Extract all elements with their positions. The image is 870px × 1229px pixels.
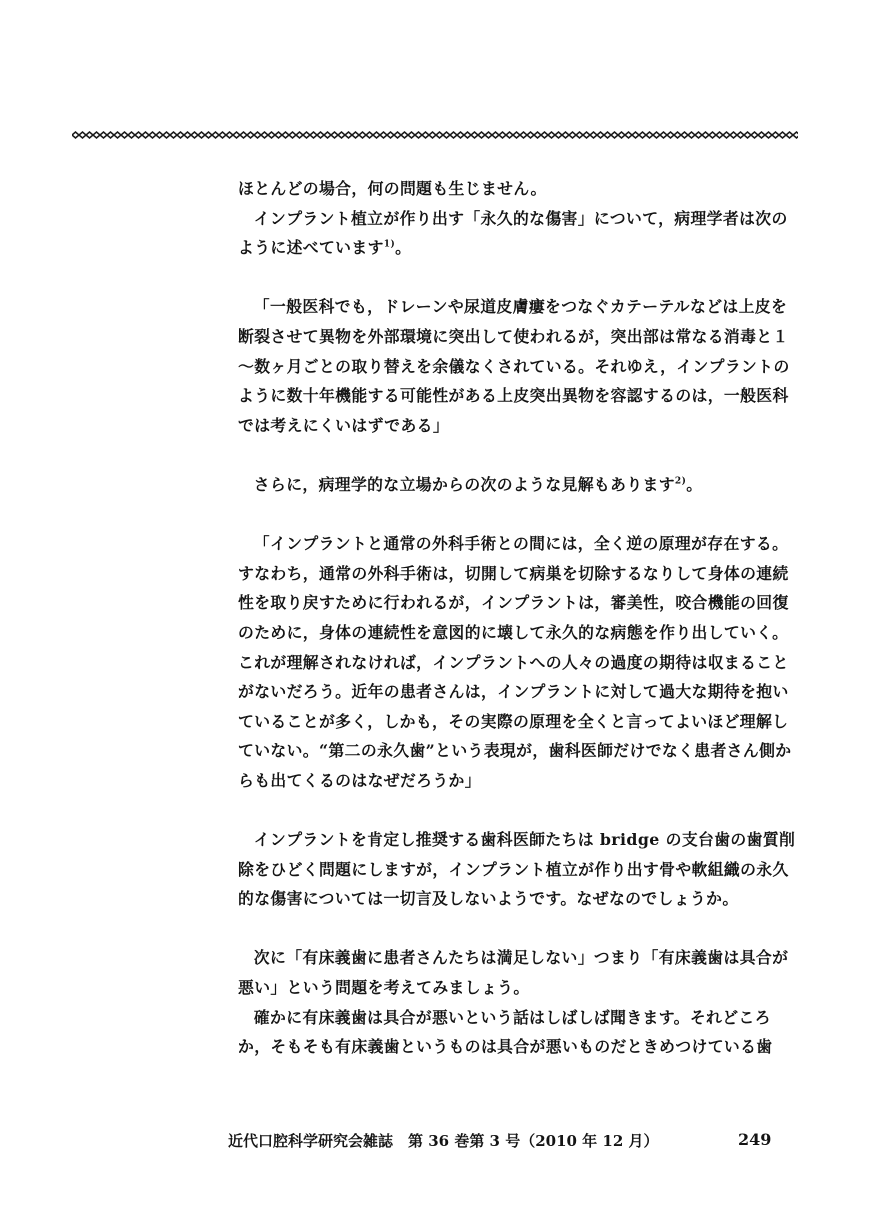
paragraph bbox=[238, 292, 798, 440]
paragraph bbox=[238, 825, 798, 914]
paragraph-text: 「インプラントと通常の外科手術との間には，全く逆の原理が存在する。すなわち，通常の外科手術は，切開して病巣を切除するなりして身体の連続性を取り戻すために行われるが，インプラントは，審美性，咬合機能の回復のために，身体の連続性を意図的に壊して永久的な病態を作り出していく。これが理解されなければ，インプラントへの人々の過度の期待は収まることがないだろう。近年の患者さんは，インプラントに対して過大な期待を抱いていることが多く，しかも，その実際の原理を全くと言ってよいほど理解していない。“第二の永久歯”という表現が，歯科医師だけでなく患者さん側からも出てくるのはなぜだろうか」 bbox=[238, 534, 792, 790]
paragraph-text: インプラントを肯定し推奨する歯科医師たちは bridge の支台歯の歯質削除をひどく問題にしますが，インプラント植立が作り出す骨や軟組織の永久的な傷害については一切言及しないようです。なぜなのでしょうか。 bbox=[238, 830, 796, 909]
paragraph bbox=[238, 943, 798, 1002]
decorative-border-chain bbox=[72, 128, 798, 142]
paragraph-text: 確かに有床義歯は具合が悪いという話はしばしば聞きます。それどころか，そもそも有床義歯というものは具合が悪いものだときめつけている歯 bbox=[238, 1007, 773, 1057]
paragraph-text: インプラント植立が作り出す「永久的な傷害」について，病理学者は次のように述べています bbox=[238, 208, 788, 258]
paragraph-text: ほとんどの場合，何の問題も生じません。 bbox=[238, 179, 547, 198]
page-number: 249 bbox=[738, 1130, 772, 1149]
paragraph bbox=[238, 1003, 798, 1062]
paragraph bbox=[238, 204, 798, 263]
reference-marker: 1) bbox=[383, 239, 396, 250]
paragraph-end: 。 bbox=[395, 238, 412, 258]
paragraph-gap bbox=[238, 500, 798, 530]
paragraph bbox=[238, 529, 798, 795]
article-body bbox=[238, 174, 798, 1062]
paragraph-text: 次に「有床義歯に患者さんたちは満足しない」つまり「有床義歯は具合が悪い」という問題を考えてみましょう。 bbox=[238, 948, 789, 998]
reference-marker: 2) bbox=[674, 476, 687, 487]
paragraph-text: さらに，病理学的な立場からの次のような見解もあります bbox=[253, 474, 675, 494]
paragraph-gap bbox=[238, 914, 798, 944]
paragraph bbox=[238, 174, 798, 204]
paragraph-gap bbox=[238, 440, 798, 470]
paragraph bbox=[238, 470, 798, 500]
paragraph-gap bbox=[238, 263, 798, 293]
paragraph-text: 「一般医科でも，ドレーンや尿道皮膚瘻をつなぐカテーテルなどは上皮を断裂させて異物を外部環境に突出して使われるが，突出部は常なる消毒と１～数ヶ月ごとの取り替えを余儀なくされている。それゆえ，インプラントのように数十年機能する可能性がある上皮突出異物を容認するのは，一般医科では考えにくいはずである」 bbox=[238, 297, 790, 435]
paragraph-gap bbox=[238, 795, 798, 825]
journal-citation: 近代口腔科学研究会雑誌 第 36 巻第 3 号（2010 年 12 月） bbox=[228, 1132, 659, 1150]
paragraph-end: 。 bbox=[686, 474, 703, 494]
